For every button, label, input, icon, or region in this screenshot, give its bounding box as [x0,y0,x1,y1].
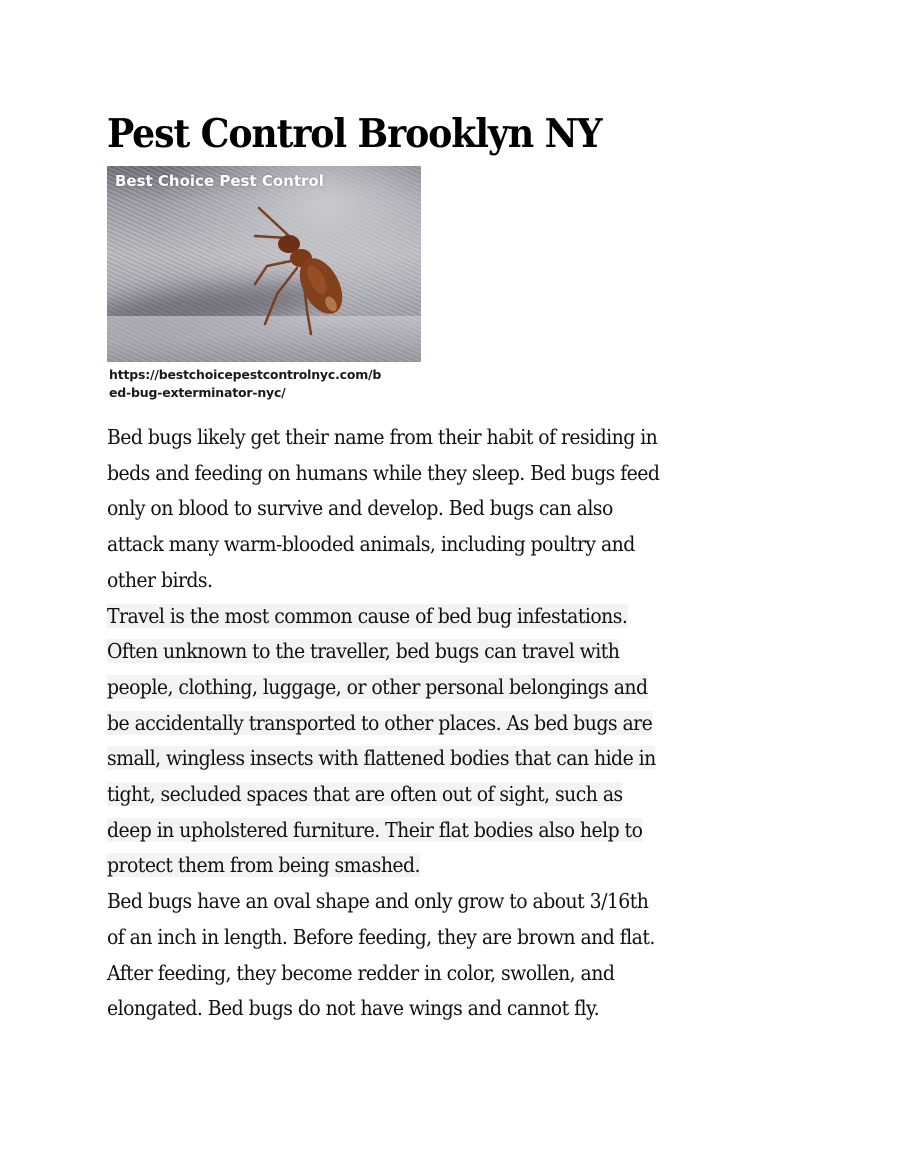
bed-bug-icon [247,206,357,346]
url-line: ed-bug-exterminator-nyc/ [109,385,286,400]
bed-bug-photo [107,166,421,362]
text-line: Bed bugs likely get their name from their habit of residing in [107,425,658,449]
url-line: https://bestchoicepestcontrolnyc.com/b [109,367,382,382]
text-line: deep in upholstered furniture. Their flat bodies also help to [107,817,643,842]
text-line: of an inch in length. Before feeding, they are brown and flat. [107,924,655,949]
text-line: Travel is the most common cause of bed bug infestations. [107,603,628,628]
paragraph-2-highlighted [107,599,807,885]
text-line: protect them from being smashed. [107,853,421,878]
text-line: only on blood to survive and develop. Bed bugs can also [107,496,613,521]
paragraph-3 [107,884,807,1027]
text-line: After feeding, they become redder in color, swollen, and [107,960,615,985]
text-line: Often unknown to the traveller, bed bugs can travel with [107,639,620,664]
image-caption: Best Choice Pest Control [115,172,324,190]
text-line: other birds. [107,567,213,592]
text-line: beds and feeding on humans while they sleep. Bed bugs feed [107,460,660,485]
text-line: be accidentally transported to other places. As bed bugs are [107,710,653,735]
text-line: elongated. Bed bugs do not have wings and cannot fly. [107,996,600,1021]
figure [107,166,421,406]
paragraph-1 [107,420,807,599]
image-url [109,366,423,402]
text-line: Bed bugs have an oval shape and only grow to about 3/16th [107,889,649,914]
document-page [107,108,807,1027]
text-line: attack many warm-blooded animals, including poultry and [107,532,635,557]
text-line: tight, secluded spaces that are often out of sight, such as [107,782,623,807]
text-line: small, wingless insects with flattened bodies that can hide in [107,746,656,771]
text-line: people, clothing, luggage, or other personal belongings and [107,674,648,699]
page-title: Pest Control Brooklyn NY [107,111,602,157]
